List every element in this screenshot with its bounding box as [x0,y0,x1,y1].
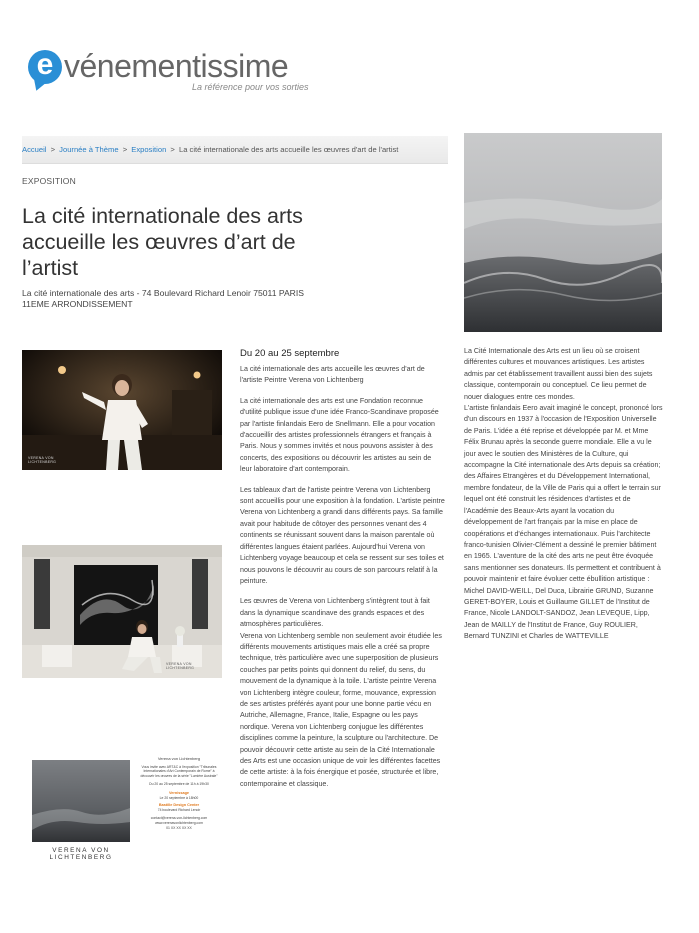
breadcrumb-separator: > [50,145,56,154]
article-paragraph: La cité internationale des arts accueille les œuvres d'art de l'artiste Peintre Verena von Lichtenberg [240,365,425,385]
venue-address: La cité internationale des arts - 74 Boulevard Richard Lenoir 75011 PARIS 11EME ARRONDISSEMENT [22,288,305,309]
article-paragraph: Les œuvres de Verena von Lichtenberg s'intègrent tout à fait dans la dynamique scandinave des grands espaces et des atmosphères particulières. Verena von Lichtenberg semble non seulement avoir étudiée les différents mouvements artistiques mais elle a créé sa propre technique, très particulière avec une superposition de plusieurs couches par petits points qui donnent du relief, du sens, du mouvement de la dynamique à la toile. L'artiste peintre Verena von Lichtenberg intègre couleur, forme, mouvance, expression de ses artistes préférés ayant pour une bonne partie vécu en Autriche, Allemagne, France, Italie, Espagne ou les pays nordique. Verena von Lichtenberg conjugue les différentes disciplines comme la peinture, la sculpture ou l'architecture. De pouvoir découvrir cette artiste au sein de la Cité Internationale des Arts est une occasion unique de voir les différentes facettes de cette artiste: à la fois énergique et posée, structurée et libre, contemporaine et classique. [240,597,442,788]
invitation-site: www.verenavonlichtenberg.com [155,820,203,825]
artist-photo-studio-image [22,545,222,678]
artist-photo-night[interactable] [22,350,222,470]
invitation-name-caption: VERENA VON LICHTENBERG [49,847,113,861]
breadcrumb-separator: > [170,145,175,154]
logo-mark-icon: e [28,50,62,84]
article-paragraph: Les tableaux d'art de l'artiste peintre Verena von Lichtenberg sont accueillis pour une exposition à la fondation. L'artiste peintre Verena von Lichtenberg a grandi dans différents pays. Sa famille avait pour habitude de côtoyer des personnes venant des 4 continents se réunissant souvent dans la maison parentale où différentes langues étaient parlées. Aujourd'hui Verena von Lichtenberg voyage beaucoup et cela se ressent sur ses toiles et nous pouvons le découvrir au cours de son parcours relatif à la peinture. [240,485,445,585]
invitation-dates: Du 20 au 25 septembre de 11h à 19h30 [149,782,209,787]
invitation-venue-address: 74 boulevard Richard Lenoir [157,807,201,812]
logo-wordmark: vénementissime [64,48,289,84]
page-title: La cité internationale des arts accueille les œuvres d’art de l’artist [22,204,303,280]
breadcrumb-separator: > [122,145,128,154]
invitation-card[interactable] [22,755,222,873]
photo2-caption: VERENA VON LICHTENBERG [166,662,195,670]
invitation-intro: Vous invite avec ART&C à l'exposition "Tribunales Internationales d'Art Contemporain de Rome" à découvrir les œuvres de la série "Lumière Australe" [140,764,218,778]
featured-artwork-graphic [464,133,662,332]
site-logo[interactable] [28,48,328,94]
breadcrumb-bar [22,136,448,164]
breadcrumb-exposition-link[interactable]: Exposition [131,145,167,154]
breadcrumb-current: La cité internationale des arts accueille les œuvres d'art de l'artist [178,145,399,154]
article-column-main [240,364,445,799]
breadcrumb-theme-link[interactable]: Journée à Thème [59,145,119,154]
invitation-vernissage-label: Vernissage [168,790,190,795]
invitation-artwork-image [32,760,130,842]
event-dates: Du 20 au 25 septembre [240,348,340,359]
logo-tagline: La référence pour vos sorties [192,82,309,92]
article-paragraph: La cité internationale des arts est une Fondation reconnue d'utilité publique issue d'une idée Franco-Scandinave proposée par l'artiste finlandais Eero de Snellmann. Elle a pour vocation d'accueillir des artistes professionnels étrangers et français à Paris. Nous y sommes invités et nous pouvons assister à des concerts, des expositions ou découvrir les artistes au sein de leur laboratoire d'art contemporain. [240,396,439,474]
invitation-contact: contact@verena-von-lichtenberg.com [150,816,208,821]
artist-photo-night-image [22,350,222,470]
invitation-vernissage-date: Le 20 septembre à 18h00 [159,795,199,800]
breadcrumb [22,145,398,154]
article-column-side [464,346,664,652]
invitation-title: Verena von Lichtenberg [157,756,201,761]
invitation-phone: 01 XX XX XX XX [166,825,192,830]
photo1-caption: VERENA VON LICHTENBERG [28,456,57,464]
article-paragraph: La Cité Internationale des Arts est un lieu où se croisent différentes cultures et mouvances artistiques. Les artistes admis par cet établissement travaillent aussi bien des sujets classique, contemporain ou conceptuel. Ce lieu permet de nouer dialogues entre ces mondes. L'artiste finlandais Eero avait imaginé le concept, prononcé lors d'un discours en 1937 à l'occasion de l'Exposition Universelle de Paris. L'idée a été reprise et développée par M. et Mme Félix Brunau après la seconde guerre mondiale. Elle a vu le jour avec le soutien des Ministères de la Culture, qui accompagne la Cité internationale des Arts depuis sa création; des Affaires Etrangères et du Développement International, membre fondateur, de la Ville de Paris qui a offert le terrain sur lequel ont été construit les résidences d'artistes et de l'Académie des Beaux-Arts ayant la vocation du développement de l'art français par la mise en place de coopérations et d'échanges internationaux. Puis l'architecte franco-tunisien Olivier-Clément a dessiné le premier bâtiment en 1965. L'aventure de la cité des arts ne peut être évoquée sans mentionner ses donateurs. Ils permettent et contribuent à pouvoir maintenir et faire évoluer cette ébullition artistique : Michel DAVID-WEILL, Del Duca, Librairie GRUND, Suzanne GERET-BOYER, Louis et Guillaume GILLET de l'Institut de France, Nicole LANDOLT-SANDOZ, Jean LEVEQUE, Lipp, Jean de MAILLY de l'Institut de France, Guy ROULIER, Bernard TUNZINI et Charles de WATTEVILLE [464,347,663,641]
invitation-venue: Bastille Design Center [158,803,200,808]
artist-photo-studio[interactable] [22,545,222,678]
category-label: EXPOSITION [22,176,76,186]
featured-artwork-image[interactable] [464,133,662,332]
breadcrumb-home-link[interactable]: Accueil [22,145,47,154]
